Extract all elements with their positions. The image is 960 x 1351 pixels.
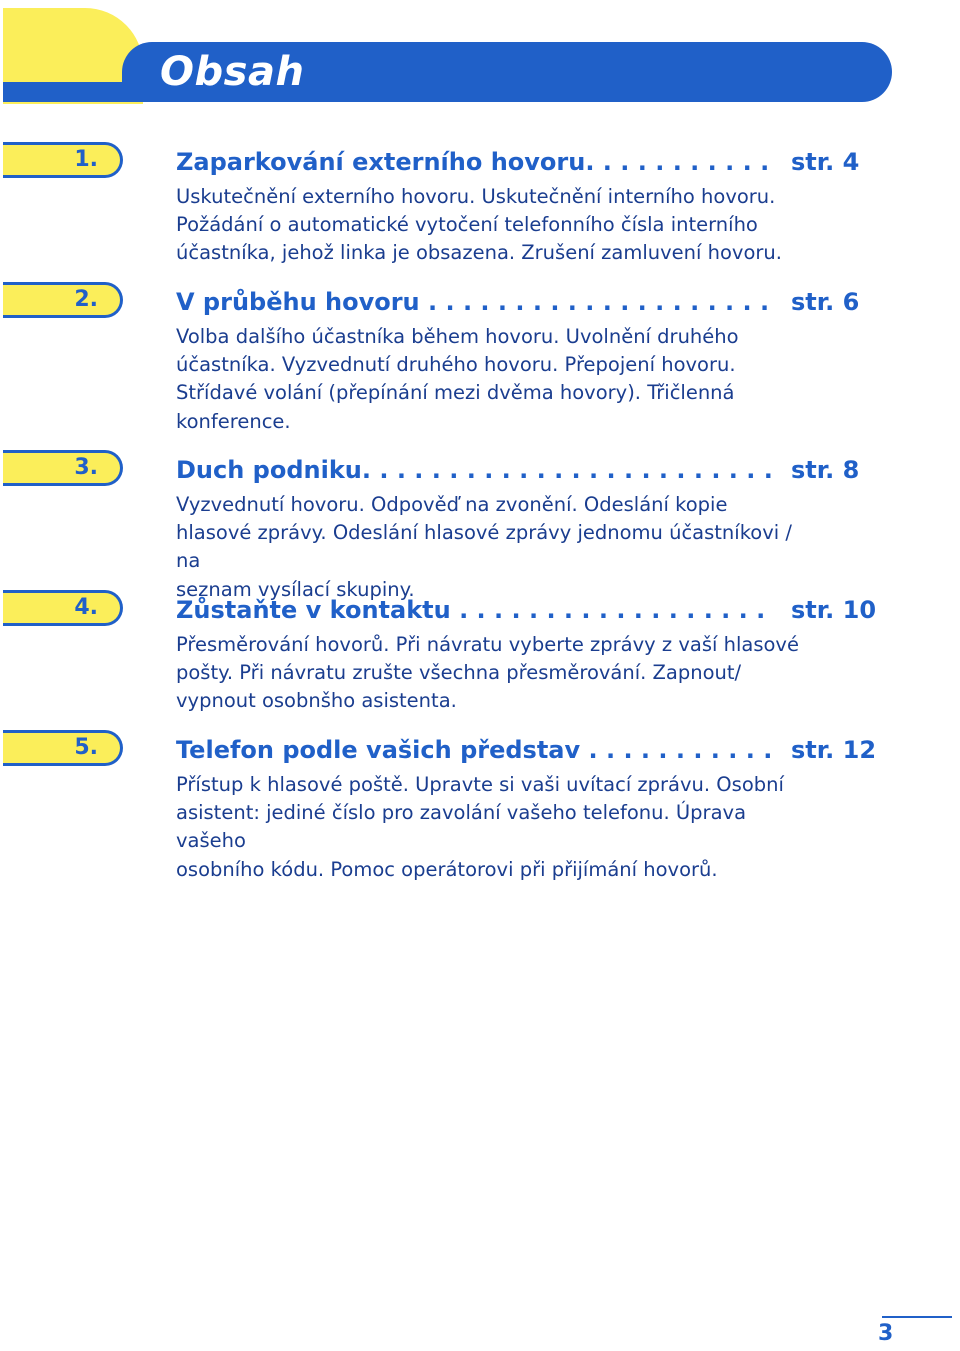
toc-entry-5[interactable] <box>176 733 876 884</box>
toc-entry-heading <box>176 733 876 771</box>
description-line: účastníka, jehož linka je obsazena. Zrušení zamluvení hovoru. <box>176 241 782 265</box>
description-line: účastníka. Vyzvednutí druhého hovoru. Přepojení hovoru. <box>176 353 736 377</box>
toc-entry-1[interactable] <box>176 145 876 268</box>
description-line: Uskutečnění externího hovoru. Uskutečnění interního hovoru. <box>176 185 776 208</box>
description-line: vypnout osobnšho asistenta. <box>176 689 457 713</box>
description-line: osobního kódu. Pomoc operátorovi při přijímání hovorů. <box>176 857 718 881</box>
page-title: Obsah <box>160 49 305 95</box>
description-line: hlasové zprávy. Odeslání hlasové zprávy jednomu účastníkovi / na <box>176 521 792 573</box>
toc-entry-page[interactable]: str. 12 <box>791 736 877 764</box>
toc-entry-description <box>176 491 816 604</box>
toc-entry-page[interactable]: str. 6 <box>791 288 860 316</box>
toc-entry-title[interactable]: Zůstaňte v kontaktu . . . <box>176 593 776 627</box>
description-line: seznam vysílací skupiny. <box>176 577 415 601</box>
section-tab-4 <box>3 590 123 626</box>
section-tab-2 <box>3 282 123 318</box>
header-banner <box>0 0 960 110</box>
toc-entry-heading <box>176 285 876 323</box>
toc-entry-page[interactable]: str. 10 <box>791 596 877 624</box>
section-number: 2. <box>74 287 98 312</box>
toc-entry-description <box>176 183 816 268</box>
toc-entry-3[interactable] <box>176 453 876 604</box>
description-line: Požádání o automatické vytočení telefonního čísla interního <box>176 213 758 237</box>
section-tab-3 <box>3 450 123 486</box>
section-tab-5 <box>3 730 123 766</box>
toc-entry-page[interactable]: str. 8 <box>791 456 860 484</box>
toc-entry-heading <box>176 453 876 491</box>
description-line: Vyzvednutí hovoru. Odpověď na zvonění. Odeslání kopie <box>176 493 728 516</box>
toc-entry-heading <box>176 593 876 631</box>
toc-entry-page[interactable]: str. 4 <box>791 148 860 176</box>
toc-entry-title[interactable]: Zaparkování externího hovoru. . . . <box>176 145 776 179</box>
description-line: pošty. Při návratu zrušte všechna přesměrování. Zapnout/ <box>176 661 742 685</box>
toc-entry-title[interactable]: Telefon podle vašich představ . . . <box>176 733 776 767</box>
page-number-rule <box>882 1316 952 1318</box>
description-line: Přesměrování hovorů. Při návratu vyberte zprávy z vaší hlasové <box>176 633 799 656</box>
toc-entry-description <box>176 323 816 436</box>
section-number: 1. <box>74 147 98 172</box>
section-tab-1 <box>3 142 123 178</box>
toc-entry-heading <box>176 145 876 183</box>
toc-entry-description <box>176 771 816 884</box>
description-line: Volba dalšího účastníka během hovoru. Uvolnění druhého <box>176 325 739 348</box>
page-number: 3 <box>878 1321 894 1346</box>
toc-entry-title[interactable]: Duch podniku. . . . <box>176 453 776 487</box>
description-line: konference. <box>176 409 291 433</box>
toc-entry-description <box>176 631 816 716</box>
section-number: 5. <box>74 735 98 760</box>
description-line: asistent: jediné číslo pro zavolání vašeho telefonu. Úprava vašeho <box>176 801 747 853</box>
description-line: Střídavé volání (přepínání mezi dvěma hovory). Třičlenná <box>176 381 735 405</box>
toc-entry-2[interactable] <box>176 285 876 436</box>
section-number: 4. <box>74 595 98 620</box>
toc-entry-4[interactable] <box>176 593 876 716</box>
toc-entry-title[interactable]: V průběhu hovoru . . . <box>176 285 776 319</box>
section-number: 3. <box>74 455 98 480</box>
description-line: Přístup k hlasové poště. Upravte si vaši uvítací zprávu. Osobní <box>176 773 784 796</box>
